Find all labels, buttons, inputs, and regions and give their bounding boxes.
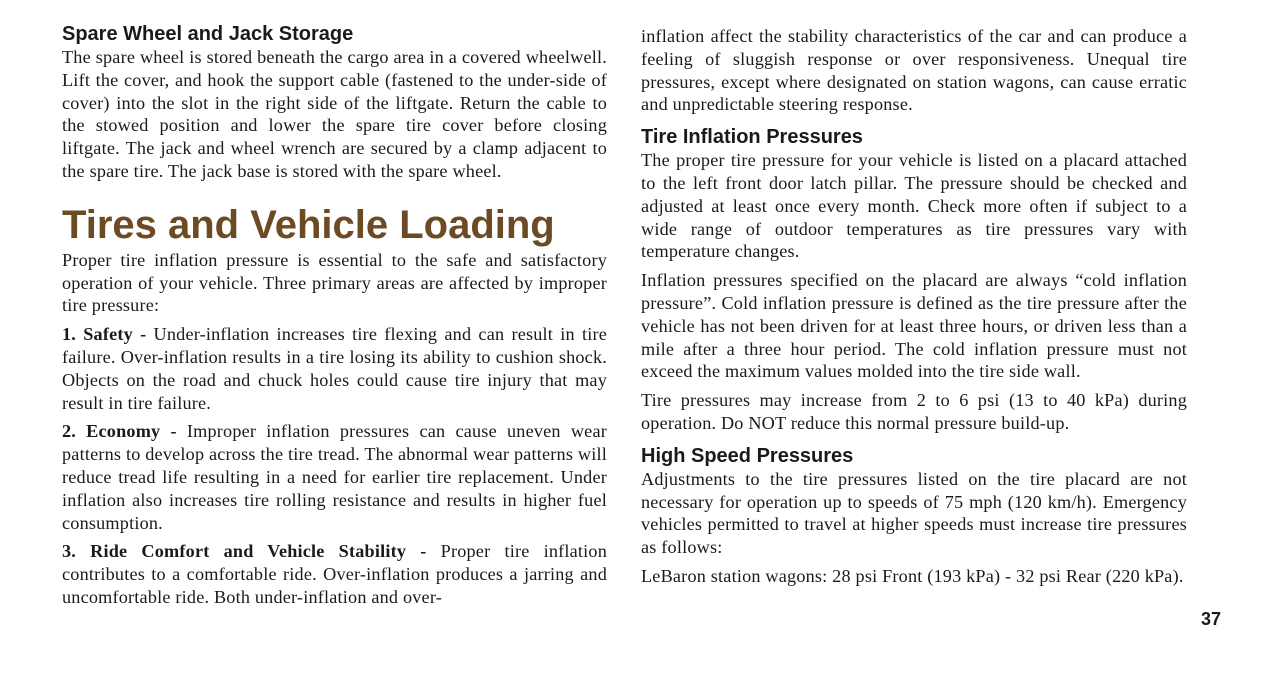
- intro-paragraph: Proper tire inflation pressure is essential to the safe and satisfactory operation of your vehicle. Three primary areas are affected by improper tire pressure:: [62, 249, 607, 316]
- left-column: [62, 0, 607, 609]
- page-number: 37: [1201, 609, 1222, 629]
- ride-comfort-item-lead: 3. Ride Comfort and Vehicle Stability -: [62, 541, 427, 562]
- right-column: [641, 0, 1187, 588]
- tire-inflation-paragraph-2: Inflation pressures specified on the placard are always “cold inflation pressure”. Cold inflation pressure is defined as the tire pressure after the vehicle has not been driven for at least three hours, or driven less than a mile after a three hour period. The cold inflation pressure must not exceed the maximum values molded into the tire side wall.: [641, 270, 1187, 382]
- ride-comfort-item: [62, 540, 607, 608]
- tire-inflation-heading: Tire Inflation Pressures: [641, 126, 863, 149]
- spare-wheel-paragraph: The spare wheel is stored beneath the cargo area in a covered wheelwell. Lift the cover, and hook the support cable (fastened to the under-side of cover) into the slot in the right side of the liftgate. Return the cable to the stowed position and lower the spare tire cover before closing liftgate. The jack and wheel wrench are secured by a clamp adjacent to the spare tire. The jack base is stored with the spare wheel.: [62, 47, 607, 181]
- high-speed-paragraph-1: Adjustments to the tire pressures listed on the tire placard are not necessary for operation up to speeds of 75 mph (120 km/h). Emergency vehicles permitted to travel at higher speeds must increase tire pressures as follows:: [641, 468, 1187, 558]
- page-title: Tires and Vehicle Loading: [62, 202, 555, 247]
- spare-wheel-heading: Spare Wheel and Jack Storage: [62, 23, 354, 45]
- continuation-paragraph: inflation affect the stability characteristics of the car and can produce a feeling of sluggish response or over responsiveness. Unequal tire pressures, except where designated on station wagons, can cause erratic and unpredictable steering response.: [641, 26, 1187, 115]
- ride-comfort-item-text: Proper tire inflation contributes to a comfortable ride. Over-inflation produces a jarring and uncomfortable ride. Both under-inflation and over-: [62, 541, 608, 607]
- tire-inflation-paragraph-1: The proper tire pressure for your vehicle is listed on a placard attached to the left front door latch pillar. The pressure should be checked and adjusted at least once every month. Check more often if subject to a wide range of outdoor temperatures as tire pressures vary with temperature changes.: [641, 150, 1187, 262]
- economy-item-lead: 2. Economy -: [62, 421, 177, 442]
- tire-inflation-paragraph-3: Tire pressures may increase from 2 to 6 psi (13 to 40 kPa) during operation. Do NOT reduce this normal pressure build-up.: [641, 390, 1187, 433]
- safety-item-text: Under-inflation increases tire flexing and can result in tire failure. Over-inflation results in a tire losing its ability to cushion shock. Objects on the road and chuck holes could cause tire injury that may result in tire failure.: [62, 324, 607, 413]
- safety-item-lead: 1. Safety -: [62, 324, 147, 345]
- safety-item: [62, 323, 607, 414]
- high-speed-heading: High Speed Pressures: [641, 444, 854, 467]
- high-speed-paragraph-2: LeBaron station wagons: 28 psi Front (193 kPa) - 32 psi Rear (220 kPa).: [641, 565, 1184, 586]
- economy-item-text: Improper inflation pressures can cause uneven wear patterns to develop across the tire tread. The abnormal wear patterns will reduce tread life resulting in a need for earlier tire replacement. Under inflation also increases tire rolling resistance and results in higher fuel consumption.: [62, 421, 607, 533]
- economy-item: [62, 420, 607, 534]
